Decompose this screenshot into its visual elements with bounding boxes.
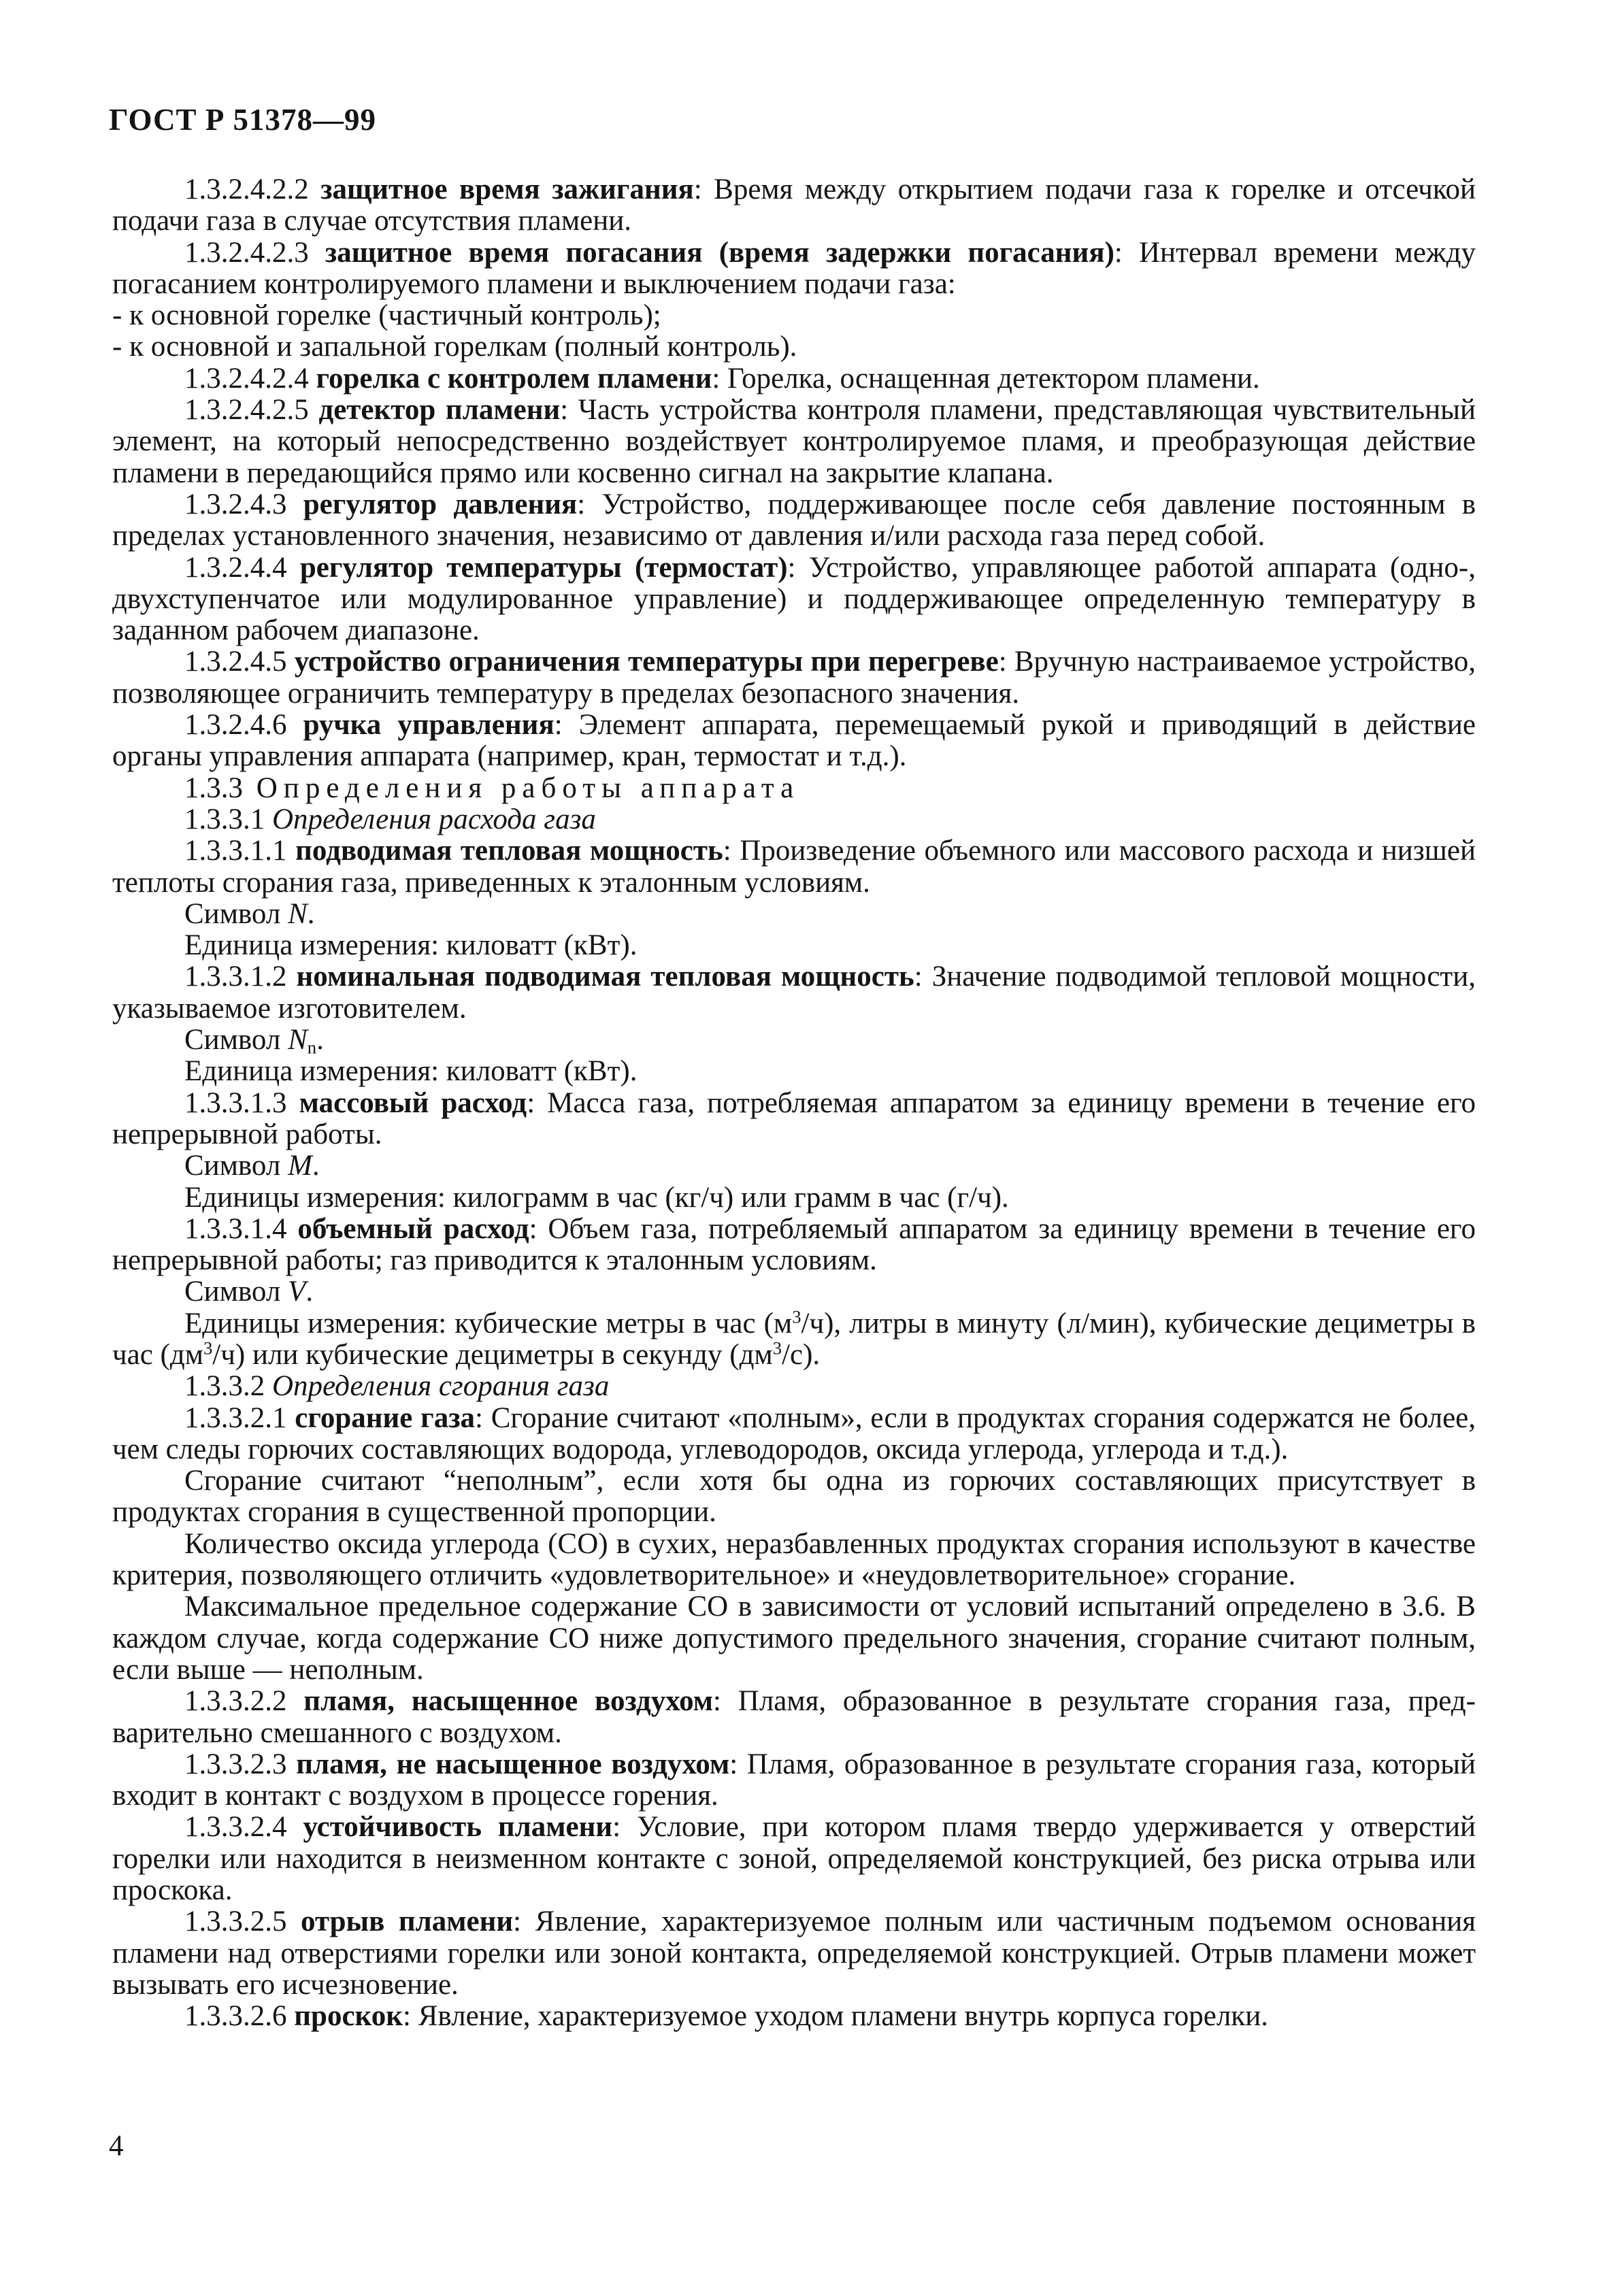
symbol-value: N: [288, 1024, 308, 1057]
clause-1-3-3-2-2: [112, 1686, 1476, 1749]
subsection-heading-1-3-3-2: [112, 1371, 1476, 1402]
symbol-label: Символ: [184, 1150, 288, 1182]
clause-text: : Значение подводимой тепловой мощности, указываемое изготовителем.: [112, 961, 1476, 1025]
symbol-suffix: .: [316, 1024, 324, 1057]
symbol-label: Символ: [184, 1276, 288, 1308]
symbol-suffix: .: [307, 897, 315, 930]
clause-number: 1.3.2.4.4: [184, 551, 287, 584]
clause-1-3-3-2-3: [112, 1749, 1476, 1812]
clause-text: : Произведение объемного или массового расхода и низшей теплоты сгорания газа, приведенных к эталонным условиям.: [112, 835, 1476, 899]
clause-number: 1.3.3.2.1: [184, 1401, 287, 1434]
clause-1-3-3-1-2: [112, 961, 1476, 1025]
units-line-volumetric: [112, 1308, 1476, 1371]
section-heading-1-3-3: [112, 773, 1476, 804]
clause-term: проскок: [294, 2000, 403, 2033]
clause-term: подводимая тепловая мощность: [295, 835, 723, 867]
symbol-line: [112, 1025, 1476, 1056]
clause-1-3-3-2-6: [112, 2001, 1476, 2032]
clause-text: : Пламя, образованное в результате сгорания газа, предварительно смешанного с воздухом.: [112, 1685, 1476, 1749]
clause-1-3-2-4-6: [112, 710, 1476, 773]
exponent: 3: [792, 1306, 801, 1327]
unit-line: Единица измерения: киловатт (кВт).: [184, 1055, 638, 1088]
clause-1-3-2-4-3: [112, 489, 1476, 552]
clause-term: номинальная подводимая тепловая мощность: [296, 961, 914, 993]
section-number: 1.3.3: [184, 771, 243, 804]
clause-number: 1.3.3.2.4: [184, 1811, 287, 1844]
clause-text: : Явление, характеризуемое уходом пламени внутрь корпуса горелки.: [403, 2000, 1268, 2033]
clause-number: 1.3.3.1.4: [184, 1212, 287, 1245]
clause-text: : Часть устройства контроля пламени, представляющая чувствительный элемент, на который непосредственно воздействует контролируемое пламя, и преобразующая действие пламени в передающийся прямо или косвенно сигнал на закрытие клапана.: [112, 394, 1476, 489]
section-title: Определения расхода газа: [272, 803, 596, 835]
clause-term: защитное время погасания (время задержки погасания): [325, 236, 1114, 269]
clause-text: : Время между открытием подачи газа к горелке и отсечкой подачи газа в случае отсутствия пламени.: [112, 173, 1476, 237]
exponent: 3: [203, 1337, 213, 1359]
clause-text: : Устройство, управляющее работой аппарата (одно-, двухступенчатое или модулированное управление) и поддерживающее определенную температуру в заданном рабочем диапазоне.: [112, 551, 1476, 647]
clause-1-3-2-4-2-3: [112, 237, 1476, 301]
clause-term: отрыв пламени: [301, 1906, 514, 1938]
symbol-value: M: [288, 1150, 312, 1182]
paragraph: Сгорание считают “неполным”, если хотя бы одна из горючих составляющих присутствует в продуктах сгорания в существенной пропорции.: [112, 1465, 1476, 1529]
clause-1-3-3-2-1: [112, 1403, 1476, 1466]
section-number: 1.3.3.2: [184, 1370, 265, 1403]
clause-text: : Объем газа, потребляемый аппаратом за единицу времени в течение его непрерывной работы; газ приводится к эталонным условиям.: [112, 1212, 1476, 1277]
clause-text: : Масса газа, потребляемая аппаратом за единицу времени в течение его непрерывной работы.: [112, 1086, 1476, 1150]
symbol-line: [112, 1150, 1476, 1182]
symbol-suffix: .: [305, 1276, 314, 1308]
units-text: /ч) или кубические дециметры в секунду (дм: [212, 1338, 773, 1371]
unit-line: Единицы измерения: килограмм в час (кг/ч) или грамм в час (г/ч).: [184, 1181, 1009, 1214]
clause-term: регулятор температуры (термостат): [299, 551, 788, 584]
clause-1-3-2-4-2-5: [112, 395, 1476, 489]
clause-1-3-2-4-2-4: [112, 363, 1476, 395]
units-text: Единицы измерения: кубические метры в час (м: [184, 1307, 793, 1340]
clause-1-3-3-1-3: [112, 1088, 1476, 1151]
list-item: - к основной горелке (частичный контроль);: [112, 299, 661, 332]
clause-text: : Интервал времени между погасанием контролируемого пламени и выключением подачи газа:: [112, 236, 1476, 300]
clause-text: : Вручную настраиваемое устройство, позволяющее ограничить температуру в пределах безопасного значения.: [112, 646, 1476, 710]
clause-term: сгорание газа: [295, 1401, 475, 1434]
symbol-value: N: [288, 897, 308, 930]
clause-1-3-3-1-4: [112, 1214, 1476, 1277]
clause-number: 1.3.3.2.5: [184, 1906, 287, 1938]
clause-1-3-2-4-4: [112, 552, 1476, 647]
paragraph: Количество оксида углерода (СО) в сухих, неразбавленных продуктах сгорания используют в качестве критерия, позволяющего отличить «удовлетворительное» и «неудовлетворительное» сгорание.: [112, 1527, 1476, 1592]
symbol-subscript: n: [307, 1037, 317, 1058]
symbol-label: Символ: [184, 897, 288, 930]
clause-term: детектор пламени: [318, 394, 561, 427]
clause-term: защитное время зажигания: [320, 173, 694, 205]
section-title: Определения работы аппарата: [256, 771, 800, 804]
units-text: /ч), литры в минуту (л/мин), кубические дециметры в час (дм: [112, 1307, 1476, 1371]
clause-text: : Явление, характеризуемое полным или частичным подъемом основания пламени над отверстиями горелки или зоной контакта, определяемой конструкцией. Отрыв пламени может вызывать его исчезновение.: [112, 1906, 1476, 2001]
subsection-heading-1-3-3-1: [112, 804, 1476, 835]
clause-text: : Устройство, поддерживающее после себя давление постоянным в пределах установленного значения, независимо от давления и/или расхода газа перед собой.: [112, 488, 1476, 552]
clause-number: 1.3.2.4.2.4: [184, 362, 309, 395]
symbol-label: Символ: [184, 1024, 288, 1057]
section-title: Определения сгорания газа: [272, 1370, 610, 1403]
clause-term: объемный расход: [297, 1212, 529, 1245]
clause-term: устойчивость пламени: [303, 1811, 613, 1844]
clause-number: 1.3.3.2.3: [184, 1748, 287, 1780]
section-number: 1.3.3.1: [184, 803, 265, 835]
clause-number: 1.3.2.4.2.2: [184, 173, 309, 205]
units-text: /с).: [782, 1338, 821, 1371]
clause-number: 1.3.2.4.5: [184, 646, 287, 678]
symbol-suffix: .: [312, 1150, 320, 1182]
document-body: [112, 174, 1476, 2033]
paragraph: Максимальное предельное содержание СО в зависимости от условий испытаний определено в 3.6. В каждом случае, когда содержание СО ниже допустимого предельного значения, сгорание считают полным, если выше — неполным.: [112, 1591, 1476, 1686]
clause-term: регулятор давления: [303, 488, 578, 520]
clause-term: пламя, насыщенное воздухом: [303, 1685, 714, 1718]
clause-number: 1.3.2.4.3: [184, 488, 287, 520]
symbol-value: V: [288, 1276, 306, 1308]
clause-number: 1.3.2.4.2.3: [184, 236, 309, 269]
clause-1-3-2-4-5: [112, 646, 1476, 710]
clause-term: устройство ограничения температуры при перегреве: [294, 646, 999, 678]
clause-text: : Сгорание считают «полным», если в продуктах сгорания содержатся не более, чем следы горючих составляющих водорода, углеводородов, оксида углерода, углерода и т.д.).: [112, 1401, 1476, 1465]
list-item: - к основной и запальной горелкам (полный контроль).: [112, 331, 797, 363]
clause-term: ручка управления: [303, 709, 555, 742]
exponent: 3: [772, 1337, 782, 1359]
clause-1-3-3-2-5: [112, 1906, 1476, 2001]
standard-designation: ГОСТ Р 51378—99: [109, 103, 377, 137]
clause-number: 1.3.2.4.6: [184, 709, 287, 742]
clause-number: 1.3.3.1.3: [184, 1086, 287, 1119]
symbol-line: [112, 1276, 1476, 1308]
clause-text: : Условие, при котором пламя твердо удерживается у отверстий горелки или находится в неизменном контакте с зоной, определяемой конструкцией, без риска отрыва или проскока.: [112, 1811, 1476, 1907]
clause-1-3-2-4-2-2: [112, 174, 1476, 237]
clause-term: пламя, не насыщенное воздухом: [296, 1748, 730, 1780]
clause-number: 1.3.3.2.2: [184, 1685, 287, 1718]
clause-term: горелка с контролем пламени: [316, 362, 712, 395]
clause-number: 1.3.3.1.2: [184, 961, 287, 993]
page-number: 4: [109, 2130, 124, 2162]
clause-number: 1.3.2.4.2.5: [184, 394, 309, 427]
symbol-line: [112, 899, 1476, 930]
clause-1-3-3-2-4: [112, 1812, 1476, 1906]
unit-line: Единица измерения: киловатт (кВт).: [184, 929, 638, 962]
clause-number: 1.3.3.2.6: [184, 2000, 287, 2033]
clause-text: : Пламя, образованное в результате сгорания газа, который входит в контакт с воздухом в процессе горения.: [112, 1748, 1476, 1812]
clause-number: 1.3.3.1.1: [184, 835, 287, 867]
clause-1-3-3-1-1: [112, 835, 1476, 899]
clause-text: : Горелка, оснащенная детектором пламени.: [712, 362, 1260, 395]
clause-term: массовый расход: [299, 1086, 527, 1119]
clause-text: : Элемент аппарата, перемещаемый рукой и приводящий в действие органы управления аппарата (например, кран, термостат и т.д.).: [112, 709, 1476, 773]
